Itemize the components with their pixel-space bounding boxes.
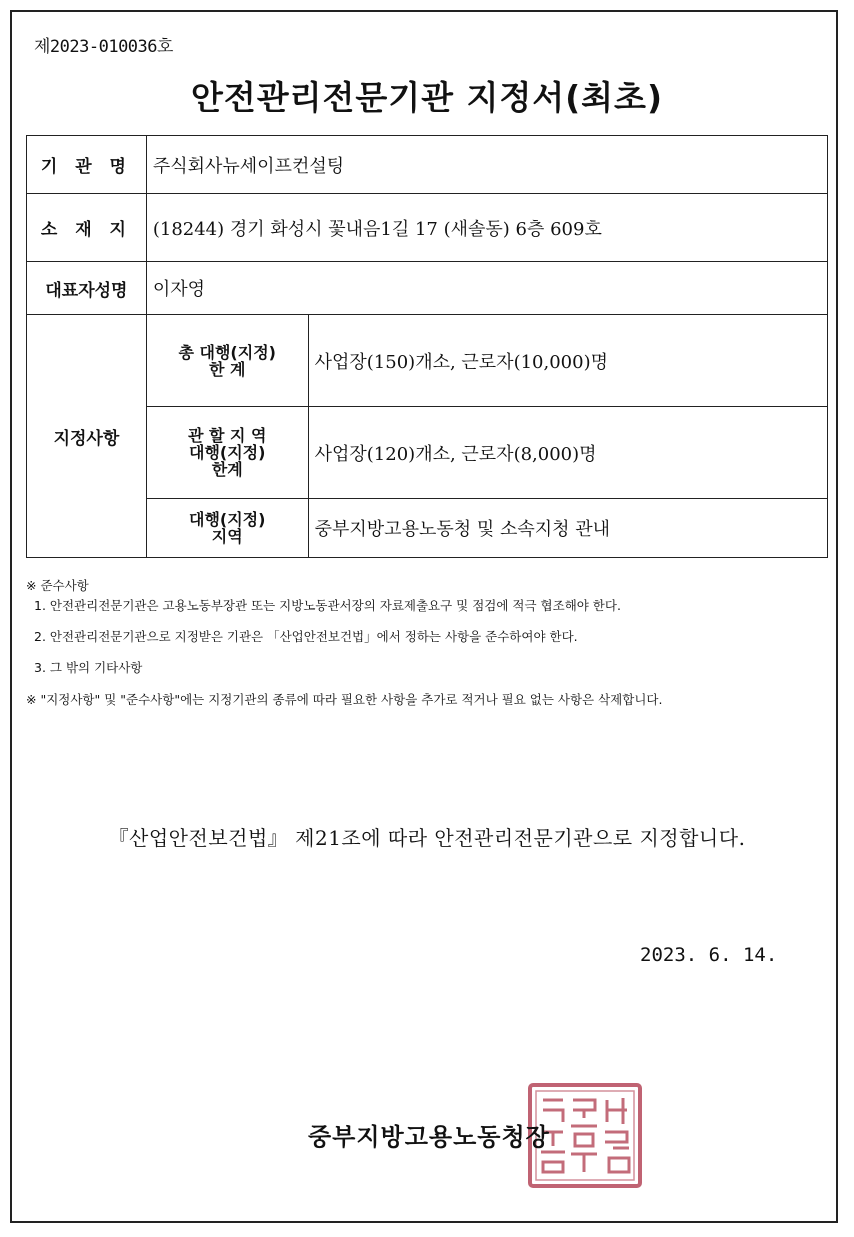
note-item-1: 1. 안전관리전문기관은 고용노동부장관 또는 지방노동관서장의 자료제출요구 및 점검에 적극 협조해야 한다. (34, 598, 621, 613)
issue-date: 2023. 6. 14. (640, 944, 778, 966)
designation-total-limit-label: 총 대행(지정) 한 계 (146, 315, 308, 407)
org-label: 기 관 명 (27, 136, 147, 194)
table-row-rep (27, 262, 828, 315)
rep-value: 이자영 (146, 262, 827, 315)
table-row-designation-1 (27, 315, 828, 407)
issuer-name: 중부지방고용노동청장 (308, 1123, 550, 1151)
info-table (26, 135, 828, 558)
rep-label: 대표자성명 (27, 262, 147, 315)
notes-header: ※ 준수사항 (26, 578, 89, 593)
note-item-3: 3. 그 밖의 기타사항 (34, 660, 143, 675)
designation-area-limit-label: 관 할 지 역 대행(지정) 한계 (146, 407, 308, 499)
designation-area-limit-value: 사업장(120)개소, 근로자(8,000)명 (308, 407, 827, 499)
org-value: 주식회사뉴세이프컨설팅 (146, 136, 827, 194)
designation-label: 지정사항 (27, 315, 147, 558)
designation-total-limit-value: 사업장(150)개소, 근로자(10,000)명 (308, 315, 827, 407)
location-value: (18244) 경기 화성시 꽃내음1길 17 (새솔동) 6층 609호 (146, 194, 827, 262)
notes-footnote: ※ "지정사항" 및 "준수사항"에는 지정기관의 종류에 따라 필요한 사항을 추가로 적거나 필요 없는 사항은 삭제합니다. (26, 692, 663, 707)
designation-region-value: 중부지방고용노동청 및 소속지청 관내 (308, 499, 827, 558)
location-label: 소 재 지 (27, 194, 147, 262)
designation-statement: 『산업안전보건법』 제21조에 따라 안전관리전문기관으로 지정합니다. (108, 826, 746, 850)
table-row-org (27, 136, 828, 194)
table-row-designation-3 (27, 499, 828, 558)
designation-region-label: 대행(지정) 지역 (146, 499, 308, 558)
document-number: 제2023-010036호 (34, 37, 173, 57)
note-item-2: 2. 안전관리전문기관으로 지정받은 기관은 「산업안전보건법」에서 정하는 사항을 준수하여야 한다. (34, 629, 578, 644)
table-row-location (27, 194, 828, 262)
table-row-designation-2 (27, 407, 828, 499)
document-title: 안전관리전문기관 지정서(최초) (190, 78, 664, 117)
